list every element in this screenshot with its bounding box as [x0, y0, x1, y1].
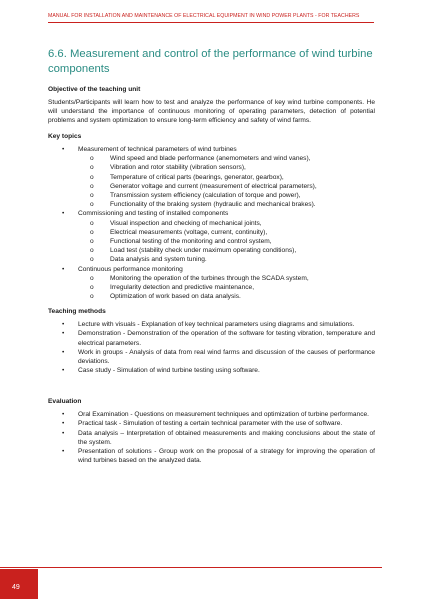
sub-bullet-marker: o [90, 182, 94, 190]
sub-bullet-marker: o [90, 238, 94, 246]
subtopic-label: Functionality of the braking system (hydraulic and mechanical brakes). [110, 201, 316, 209]
subtopic-item [48, 246, 375, 255]
main-content [48, 85, 375, 465]
sub-bullet-marker: o [90, 201, 94, 209]
subtopic-item [48, 173, 375, 182]
sub-bullet-marker: o [90, 256, 94, 264]
subtopic-label: Wind speed and blade performance (anemometers and wind vanes), [110, 155, 311, 163]
teaching-method-item-text: Case study - Simulation of wind turbine testing using software. [78, 367, 260, 375]
evaluation-item-text: Oral Examination - Questions on measurement techniques and optimization of turbine performance. [78, 411, 370, 419]
subtopic-label: Load test (stability check under maximum operating conditions), [110, 247, 297, 255]
evaluation-item-text: Data analysis – Interpretation of obtained measurements and making conclusions about the state of the system. [78, 429, 375, 446]
subtopic-label: Temperature of critical parts (bearings, generator, gearbox), [110, 173, 284, 181]
evaluation-item [48, 429, 375, 447]
topic-item [48, 145, 375, 154]
evaluation-item-text: Presentation of solutions - Group work on the proposal of a strategy for improving the operation of wind turbines based on the analyzed data. [78, 447, 375, 465]
subtopic-label: Irregularity detection and predictive maintenance, [110, 284, 255, 292]
subtopic-item [48, 237, 375, 246]
objective-heading: Objective of the teaching unit [48, 86, 141, 93]
footer-divider [0, 567, 382, 568]
teaching-methods-list [48, 320, 375, 375]
subtopic-label: Electrical measurements (voltage, current, continuity), [110, 228, 268, 236]
subtopic-item [48, 200, 375, 209]
evaluation-item [48, 410, 375, 419]
subtopic-item [48, 191, 375, 200]
subtopic-item [48, 182, 375, 191]
bullet-marker: • [62, 330, 65, 338]
bullet-marker: • [62, 348, 65, 356]
bullet-marker: • [62, 367, 65, 375]
sub-bullet-marker: o [90, 173, 94, 181]
sub-bullet-marker: o [90, 228, 94, 236]
running-header: MANUAL FOR INSTALLATION AND MAINTENANCE OF ELECTRICAL EQUIPMENT IN WIND POWER PLANTS - FOR TEACHERS [48, 13, 360, 19]
topic-label: Measurement of technical parameters of wind turbines [78, 146, 237, 154]
subtopic-label: Visual inspection and checking of mechanical joints, [110, 219, 262, 227]
teaching-method-item-text: Work in groups - Analysis of data from real wind farms and discussion of the causes of performance deviations. [78, 348, 375, 365]
subtopic-label: Monitoring the operation of the turbines through the SCADA system, [110, 274, 309, 282]
evaluation-heading: Evaluation [48, 398, 82, 406]
sub-bullet-marker: o [90, 155, 94, 163]
sub-bullet-marker: o [90, 274, 94, 282]
topic-label: Continuous performance monitoring [78, 265, 183, 273]
evaluation-item [48, 447, 375, 465]
key-topics-list [48, 145, 375, 301]
topic-label: Commissioning and testing of installed components [78, 210, 229, 218]
subtopic-label: Data analysis and system tuning. [110, 256, 207, 264]
teaching-method-item [48, 366, 375, 375]
subtopic-item [48, 154, 375, 163]
bullet-marker: • [62, 447, 65, 455]
subtopic-item [48, 255, 375, 264]
subtopic-item [48, 219, 375, 228]
bullet-marker: • [62, 321, 65, 329]
bullet-marker: • [62, 146, 65, 154]
bullet-marker: • [62, 420, 65, 428]
evaluation-item [48, 419, 375, 428]
section-title: 6.6. Measurement and control of the performance of wind turbine components [48, 48, 373, 75]
topic-item [48, 209, 375, 218]
bullet-marker: • [62, 429, 65, 437]
objective-paragraph: Students/Participants will learn how to test and analyze the performance of key wind turbine components. He will understand the importance of continuous monitoring of operating parameters, detection of potential problems and system optimization to ensure long-term efficiency and safety of wind farms. [48, 98, 375, 125]
sub-bullet-marker: o [90, 164, 94, 172]
subtopic-item [48, 283, 375, 292]
subtopic-label: Functional testing of the monitoring and control system, [110, 238, 272, 246]
subtopic-label: Generator voltage and current (measurement of electrical parameters), [110, 182, 317, 190]
subtopic-item [48, 163, 375, 172]
teaching-methods-heading: Teaching methods [48, 308, 106, 316]
bullet-marker: • [62, 411, 65, 419]
sub-bullet-marker: o [90, 247, 94, 255]
subtopic-label: Transmission system efficiency (calculation of torque and power), [110, 192, 301, 200]
subtopic-label: Optimization of work based on data analysis. [110, 293, 241, 301]
teaching-method-item [48, 348, 375, 366]
bullet-marker: • [62, 265, 65, 273]
subtopic-item [48, 274, 375, 283]
topic-item [48, 265, 375, 274]
subtopic-item [48, 292, 375, 301]
page-number: 49 [12, 584, 20, 591]
key-topics-heading: Key topics [48, 133, 82, 141]
evaluation-item-text: Practical task - Simulation of testing a certain technical parameter with the use of software. [78, 420, 343, 428]
teaching-method-item [48, 329, 375, 347]
sub-bullet-marker: o [90, 284, 94, 292]
teaching-method-item-text: Demonstration - Demonstration of the operation of the software for testing vibration, temperature and electrical parameters. [78, 330, 375, 347]
sub-bullet-marker: o [90, 293, 94, 301]
subtopic-item [48, 228, 375, 237]
bullet-marker: • [62, 210, 65, 218]
sub-bullet-marker: o [90, 192, 94, 200]
subtopic-label: Vibration and rotor stability (vibration sensors), [110, 164, 246, 172]
teaching-method-item [48, 320, 375, 329]
sub-bullet-marker: o [90, 219, 94, 227]
teaching-method-item-text: Lecture with visuals - Explanation of key technical parameters using diagrams and simulations. [78, 321, 355, 329]
evaluation-list [48, 410, 375, 465]
header-divider [48, 22, 374, 23]
